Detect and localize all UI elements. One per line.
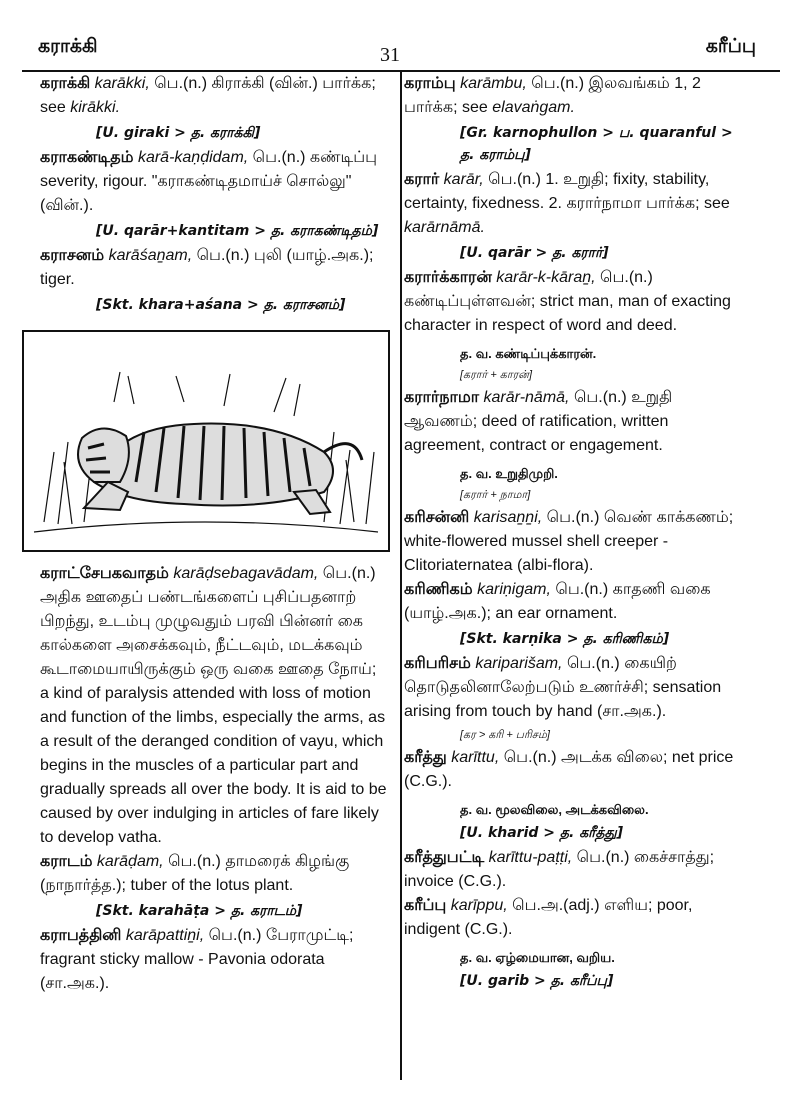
entry-etymology: [U. garib > த. கரீப்பு] — [460, 973, 614, 989]
entry-headword: கரார்க்காரன் — [404, 269, 492, 286]
entry-definition: பெ.(n.) புலி (யாழ்.அக.); tiger. — [40, 247, 374, 288]
entry — [40, 146, 388, 218]
entry-tamil-equivalent: த. வ. கண்டிப்புக்காரன். — [460, 346, 597, 361]
entry-see-ref: karārnāmā. — [404, 219, 485, 236]
entry-tamil-equivalent: த. வ. ஏழ்மையான, வறிய. — [460, 950, 615, 965]
entry-transliteration: karāśaṉam, — [108, 247, 193, 264]
entry-derivation: [கரார் + காரன்] — [460, 369, 532, 381]
entry — [404, 266, 746, 338]
entry-headword: கரீப்பு — [404, 897, 447, 914]
entry-transliteration: karār-nāmā, — [483, 389, 570, 406]
entry-headword: கரிசன்னி — [404, 509, 470, 526]
right-column — [404, 72, 746, 994]
entry — [40, 562, 388, 850]
entry-see-ref: kirākki. — [70, 99, 121, 116]
entry-headword: கராக்கி — [40, 75, 91, 92]
entry-definition: பெ.(n.) காதணி வகை (யாழ்.அக.); an ear ornament. — [404, 581, 711, 622]
entry-transliteration: karīttu-paṭṭi, — [488, 849, 573, 866]
entry-headword: கராட்சேபகவாதம் — [40, 565, 169, 582]
entry-definition: பெ.(n.) கைச்சாத்து; invoice (C.G.). — [404, 849, 715, 890]
entry — [404, 652, 746, 724]
page-number: 31 — [380, 44, 400, 66]
entry — [40, 244, 388, 292]
column-divider — [400, 70, 402, 1080]
entry-headword: கரீத்து — [404, 749, 447, 766]
tiger-illustration — [22, 330, 390, 552]
entry-derivation: [கர > கரி + பரிசம்] — [460, 729, 550, 741]
entry-transliteration: karār, — [443, 171, 484, 188]
entry-transliteration: karā-kaṇḍidam, — [137, 149, 249, 166]
left-column — [40, 72, 388, 996]
entry — [404, 506, 746, 578]
entry-see-ref: elavaṅgam. — [492, 99, 575, 116]
entry-headword: கரார் — [404, 171, 440, 188]
tiger-drawing — [24, 332, 388, 550]
entry-headword: கராகண்டிதம் — [40, 149, 134, 166]
entry-definition: பெ.(n.) இலவங்கம் 1, 2 பார்க்க; see — [404, 75, 701, 116]
entry-definition: பெ.(n.) அடக்க விலை; net price (C.G.). — [404, 749, 734, 790]
entry-headword: கரிபரிசம் — [404, 655, 471, 672]
entry — [404, 168, 746, 240]
entry-transliteration: karīppu, — [450, 897, 508, 914]
entry — [404, 72, 746, 120]
entry — [40, 924, 388, 996]
entry-etymology: [Skt. karṇika > த. கரிணிகம்] — [460, 631, 670, 647]
entry-headword: கரார்நாமா — [404, 389, 480, 406]
entry-headword: கரீத்துபட்டி — [404, 849, 485, 866]
entry-transliteration: karāpattiṉi, — [125, 927, 205, 944]
entry-transliteration: karisaṉṉi, — [473, 509, 543, 526]
entry-headword: கரிணிகம் — [404, 581, 473, 598]
entry-etymology: [U. kharid > த. கரீத்து] — [460, 825, 624, 841]
entry-headword: கராபத்தினி — [40, 927, 122, 944]
header-right-word: கரீப்பு — [705, 36, 756, 57]
header-left-word: கராக்கி — [38, 36, 98, 57]
entry-etymology: [U. giraki > த. கராக்கி] — [96, 125, 261, 141]
entry-definition: பெ.(n.) 1. உறுதி; fixity, stability, certainty, fixedness. 2. கரார்நாமா பார்க்க; see — [404, 171, 730, 212]
entry-definition: பெ.(n.) கண்டிப்பு severity, rigour. "கராகண்டிதமாய்ச் சொல்லு" (வின்.). — [40, 149, 378, 214]
entry-tamil-equivalent: த. வ. மூலவிலை, அடக்கவிலை. — [460, 802, 649, 817]
entry — [404, 846, 746, 894]
entry — [404, 894, 746, 942]
entry-etymology: [Skt. karahāṭa > த. கராடம்] — [96, 903, 303, 919]
entry-definition: பெ.(n.) கிராக்கி (வின்.) பார்க்க; see — [40, 75, 376, 116]
entry-etymology: [Gr. karnophullon > ப. quaranful > த. கராம்பு] — [460, 125, 733, 163]
entry-definition: பெ.(n.) அதிக ஊதைப் பண்டங்களைப் புசிப்பதனாற் பிறந்து, உடம்பு முழுவதும் பரவி பின்னர் கை கால்களை அசைக்கவும், நீட்டவும், மடக்கவும் கூடாமையாயிருக்கும் ஒரு வகை ஊதை நோய்; a kind of paralysis attended with loss of motion and function of the limbs, especially the arms, as a result of the deranged condition of vayu, which begins in the muscles of a particular part and gradually spreads all over the body. It is aid to be caused by over indulging in articles of fare likely to develop vatha. — [40, 565, 387, 846]
entry-definition: பெ.(n.) வெண் காக்கணம்; white-flowered mussel shell creeper - Clitoriaternatea (albi-flora). — [404, 509, 734, 574]
entry-transliteration: karākki, — [94, 75, 150, 92]
entry-tamil-equivalent: த. வ. உறுதிமுறி. — [460, 466, 558, 481]
entry-headword: கராசனம் — [40, 247, 105, 264]
entry-etymology: [U. qarār > த. கரார்] — [460, 245, 609, 261]
entry-transliteration: kariparišam, — [475, 655, 563, 672]
entry-transliteration: karār-k-kāraṉ, — [496, 269, 596, 286]
entry-definition: பெ.(n.) பேராமுட்டி; fragrant sticky mallow - Pavonia odorata (சா.அக.). — [40, 927, 354, 992]
entry — [404, 386, 746, 458]
entry-definition: பெ.(n.) கையிற் தொடுதலினாலேற்படும் உணர்ச்சி; sensation arising from touch by hand (சா.அக.). — [404, 655, 722, 720]
entry-transliteration: karīttu, — [451, 749, 500, 766]
entry — [404, 746, 746, 794]
entry — [40, 72, 388, 120]
entry-definition: பெ.(n.) உறுதி ஆவணம்; deed of ratification, written agreement, contract or engagement. — [404, 389, 673, 454]
entry-transliteration: kariṇigam, — [477, 581, 551, 598]
entry-derivation: [கரார் + நாமா] — [460, 489, 531, 501]
entry-transliteration: karāḍsebagavādam, — [173, 565, 319, 582]
entry — [40, 850, 388, 898]
entry-headword: கராடம் — [40, 853, 93, 870]
entry-definition: பெ.அ.(adj.) எளிய; poor, indigent (C.G.). — [404, 897, 693, 938]
entry-transliteration: karāḍam, — [96, 853, 164, 870]
entry-headword: கராம்பு — [404, 75, 456, 92]
entry-definition: பெ.(n.) கண்டிப்புள்ளவன்; strict man, man of exacting character in respect of word and deed. — [404, 269, 731, 334]
entry-etymology: [Skt. khara+aśana > த. கராசனம்] — [96, 297, 346, 313]
entry-definition: பெ.(n.) தாமரைக் கிழங்கு (நாநார்த்த.); tuber of the lotus plant. — [40, 853, 350, 894]
entry-etymology: [U. qarār+kantitam > த. கராகண்டிதம்] — [96, 223, 379, 239]
entry — [404, 578, 746, 626]
entry-transliteration: karāmbu, — [460, 75, 527, 92]
